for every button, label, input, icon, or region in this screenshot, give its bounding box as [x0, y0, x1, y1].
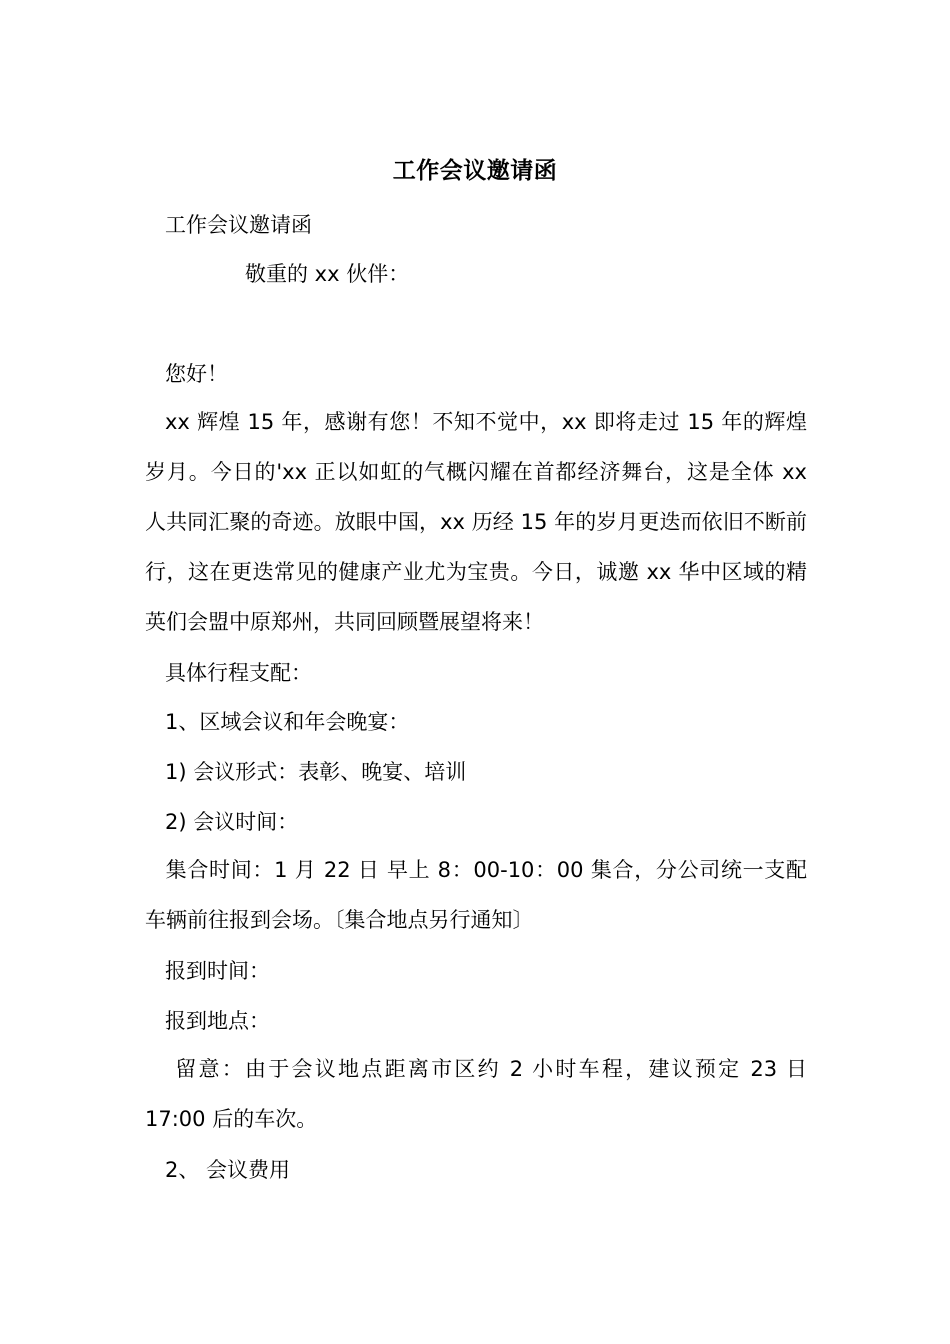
gather-paragraph-text: 集合时间：1 月 22 日 早上 8：00-10：00 集合，分公司统一支配车辆前往报到会场。〔集合地点另行通知〕 — [145, 858, 807, 932]
gather-paragraph — [145, 845, 807, 945]
item1-sub1: 1) 会议形式：表彰、晚宴、培训 — [165, 760, 467, 784]
greeting: 您好！ — [165, 362, 228, 386]
note-paragraph-text: 留意：由于会议地点距离市区约 2 小时车程，建议预定 23 日 17:00 后的车次。 — [145, 1057, 807, 1131]
note-paragraph — [145, 1044, 807, 1144]
item2-heading: 2、 会议费用 — [165, 1158, 291, 1182]
report-place: 报到地点： — [165, 1009, 270, 1033]
intro-paragraph — [145, 397, 807, 647]
salutation: 敬重的 xx 伙伴： — [245, 262, 410, 286]
report-time: 报到时间： — [165, 959, 270, 983]
intro-paragraph-text: xx 辉煌 15 年，感谢有您！不知不觉中，xx 即将走过 15 年的辉煌岁月。今日的'xx 正以如虹的气概闪耀在首都经济舞台，这是全体 xx 人共同汇聚的奇迹。放眼中国，xx 历经 15 年的岁月更迭而依旧不断前行，这在更迭常见的健康产业尤为宝贵。今日，诚邀 xx 华中区域的精英们会盟中原郑州，共同回顾暨展望将来！ — [145, 410, 807, 634]
item1-sub2: 2) 会议时间： — [165, 810, 299, 834]
document-title: 工作会议邀请函 — [392, 158, 558, 184]
document-subtitle: 工作会议邀请函 — [165, 213, 312, 237]
item1-heading: 1、区域会议和年会晚宴： — [165, 710, 410, 734]
schedule-heading: 具体行程支配： — [165, 661, 312, 685]
